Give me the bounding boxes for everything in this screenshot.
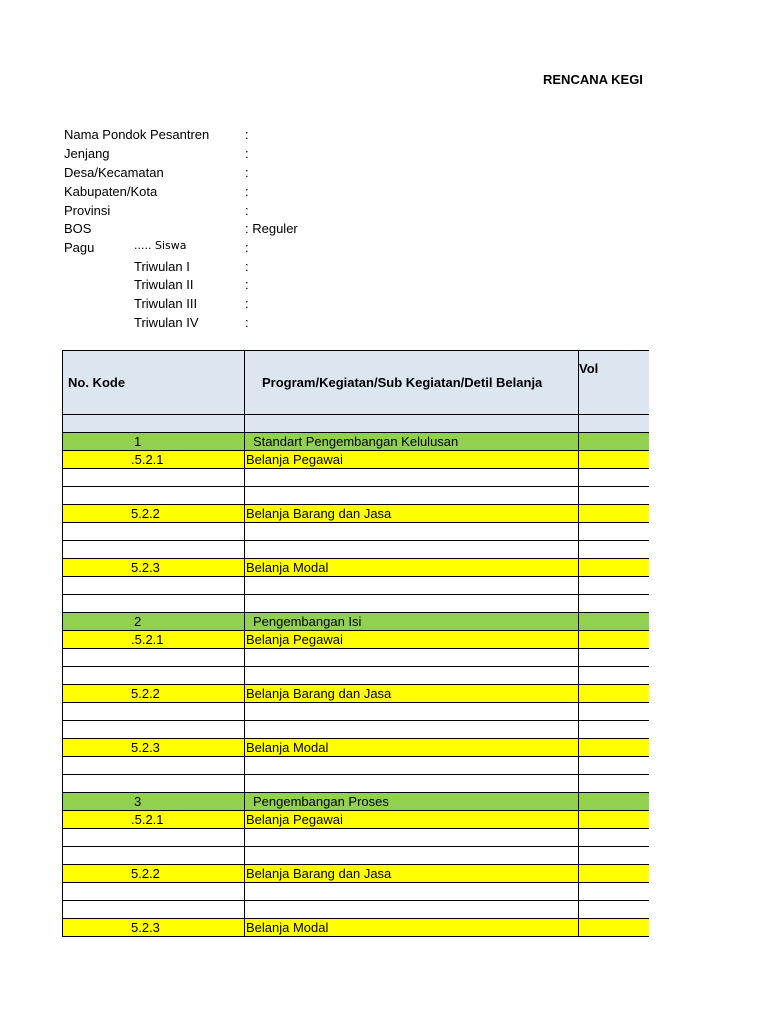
expense-row: [63, 685, 649, 703]
cell-code: 5.2.3: [63, 919, 245, 937]
spacer-row: [63, 415, 649, 433]
provinsi-label: Provinsi: [64, 203, 111, 218]
triwulan-3-separator: :: [245, 296, 249, 311]
cell-code: [63, 523, 245, 541]
cell-vol: [579, 847, 649, 865]
cell-vol: [579, 523, 649, 541]
header-program-kegiatan: Program/Kegiatan/Sub Kegiatan/Detil Belanja: [245, 351, 579, 415]
cell-description: [245, 883, 579, 901]
cell-vol: [579, 829, 649, 847]
cell-code: [63, 901, 245, 919]
cell-code: 5.2.3: [63, 739, 245, 757]
triwulan-2-label: Triwulan II: [134, 277, 194, 292]
triwulan-4-label: Triwulan IV: [134, 315, 199, 330]
cell-description: [245, 487, 579, 505]
cell-vol: [579, 685, 649, 703]
cell-description: Belanja Modal: [245, 739, 579, 757]
jenjang-label: Jenjang: [64, 146, 110, 161]
kabupaten-kota-label: Kabupaten/Kota: [64, 184, 158, 199]
cell-code: .5.2.1: [63, 811, 245, 829]
blank-row: [63, 847, 649, 865]
blank-row: [63, 757, 649, 775]
header-vol: Vol: [579, 351, 649, 415]
cell-code: [63, 595, 245, 613]
cell-description: Belanja Barang dan Jasa: [245, 685, 579, 703]
nama-pondok-separator: :: [245, 127, 249, 142]
cell-code: .5.2.1: [63, 631, 245, 649]
cell-vol: [579, 721, 649, 739]
bos-value: : Reguler: [245, 221, 298, 236]
triwulan-3-label: Triwulan III: [134, 296, 198, 311]
cell-description: Pengembangan Proses: [245, 793, 579, 811]
cell-code: 3: [63, 793, 245, 811]
pagu-label: Pagu: [64, 240, 95, 255]
cell-code: [63, 469, 245, 487]
cell-code: [63, 703, 245, 721]
cell-code: 5.2.3: [63, 559, 245, 577]
cell-description: [245, 595, 579, 613]
cell-description: [245, 829, 579, 847]
header-no-kode: No. Kode: [63, 351, 245, 415]
cell-code: .5.2.1: [63, 451, 245, 469]
expense-row: [63, 811, 649, 829]
document-title: RENCANA KEGI: [543, 72, 643, 87]
cell-description: [245, 469, 579, 487]
cell-vol: [579, 469, 649, 487]
triwulan-1-label: Triwulan I: [134, 259, 190, 274]
cell-code: [63, 487, 245, 505]
cell-description: Belanja Pegawai: [245, 811, 579, 829]
cell-vol: [579, 703, 649, 721]
expense-row: [63, 559, 649, 577]
cell-code: [63, 415, 245, 433]
cell-description: [245, 721, 579, 739]
blank-row: [63, 487, 649, 505]
expense-row: [63, 919, 649, 937]
program-row: [63, 793, 649, 811]
desa-kecamatan-label: Desa/Kecamatan: [64, 165, 164, 180]
cell-vol: [579, 793, 649, 811]
blank-row: [63, 649, 649, 667]
expense-row: [63, 631, 649, 649]
blank-row: [63, 541, 649, 559]
jenjang-separator: :: [245, 146, 249, 161]
cell-description: [245, 667, 579, 685]
blank-row: [63, 667, 649, 685]
cell-description: [245, 649, 579, 667]
cell-code: [63, 577, 245, 595]
cell-code: 5.2.2: [63, 865, 245, 883]
cell-vol: [579, 757, 649, 775]
blank-row: [63, 577, 649, 595]
table-header-row: [63, 351, 649, 415]
cell-vol: [579, 595, 649, 613]
cell-description: Belanja Pegawai: [245, 451, 579, 469]
cell-description: Belanja Modal: [245, 559, 579, 577]
cell-description: [245, 847, 579, 865]
pagu-separator: :: [245, 240, 249, 255]
cell-vol: [579, 865, 649, 883]
expense-row: [63, 451, 649, 469]
triwulan-1-separator: :: [245, 259, 249, 274]
cell-vol: [579, 883, 649, 901]
provinsi-separator: :: [245, 203, 249, 218]
cell-code: [63, 541, 245, 559]
cell-description: Belanja Barang dan Jasa: [245, 505, 579, 523]
blank-row: [63, 469, 649, 487]
blank-row: [63, 523, 649, 541]
cell-description: [245, 523, 579, 541]
cell-code: [63, 847, 245, 865]
cell-vol: [579, 505, 649, 523]
blank-row: [63, 829, 649, 847]
kabupaten-kota-separator: :: [245, 184, 249, 199]
cell-code: [63, 883, 245, 901]
cell-vol: [579, 487, 649, 505]
cell-vol: [579, 433, 649, 451]
cell-description: [245, 757, 579, 775]
cell-description: [245, 775, 579, 793]
cell-code: 2: [63, 613, 245, 631]
cell-vol: [579, 613, 649, 631]
cell-code: [63, 721, 245, 739]
cell-description: Belanja Pegawai: [245, 631, 579, 649]
blank-row: [63, 703, 649, 721]
program-row: [63, 613, 649, 631]
cell-description: Belanja Barang dan Jasa: [245, 865, 579, 883]
cell-description: [245, 577, 579, 595]
cell-vol: [579, 901, 649, 919]
cell-description: [245, 901, 579, 919]
blank-row: [63, 775, 649, 793]
cell-vol: [579, 739, 649, 757]
cell-code: [63, 829, 245, 847]
table-body: [63, 415, 649, 937]
bos-label: BOS: [64, 221, 92, 236]
expense-row: [63, 739, 649, 757]
cell-vol: [579, 451, 649, 469]
cell-description: Standart Pengembangan Kelulusan: [245, 433, 579, 451]
cell-code: [63, 649, 245, 667]
blank-row: [63, 721, 649, 739]
cell-code: [63, 775, 245, 793]
blank-row: [63, 595, 649, 613]
triwulan-4-separator: :: [245, 315, 249, 330]
program-row: [63, 433, 649, 451]
cell-description: [245, 703, 579, 721]
expense-row: [63, 865, 649, 883]
cell-description: [245, 541, 579, 559]
cell-vol: [579, 667, 649, 685]
cell-vol: [579, 415, 649, 433]
cell-description: Belanja Modal: [245, 919, 579, 937]
cell-vol: [579, 541, 649, 559]
siswa-label: ..... Siswa: [134, 239, 187, 252]
nama-pondok-label: Nama Pondok Pesantren: [64, 127, 210, 142]
triwulan-2-separator: :: [245, 277, 249, 292]
desa-kecamatan-separator: :: [245, 165, 249, 180]
cell-vol: [579, 775, 649, 793]
cell-vol: [579, 559, 649, 577]
blank-row: [63, 901, 649, 919]
cell-description: [245, 415, 579, 433]
cell-code: 5.2.2: [63, 505, 245, 523]
cell-description: Pengembangan Isi: [245, 613, 579, 631]
cell-code: [63, 667, 245, 685]
expense-row: [63, 505, 649, 523]
blank-row: [63, 883, 649, 901]
cell-vol: [579, 811, 649, 829]
cell-vol: [579, 577, 649, 595]
cell-vol: [579, 919, 649, 937]
cell-vol: [579, 649, 649, 667]
cell-vol: [579, 631, 649, 649]
cell-code: 5.2.2: [63, 685, 245, 703]
budget-table: [62, 350, 649, 937]
cell-code: [63, 757, 245, 775]
cell-code: 1: [63, 433, 245, 451]
